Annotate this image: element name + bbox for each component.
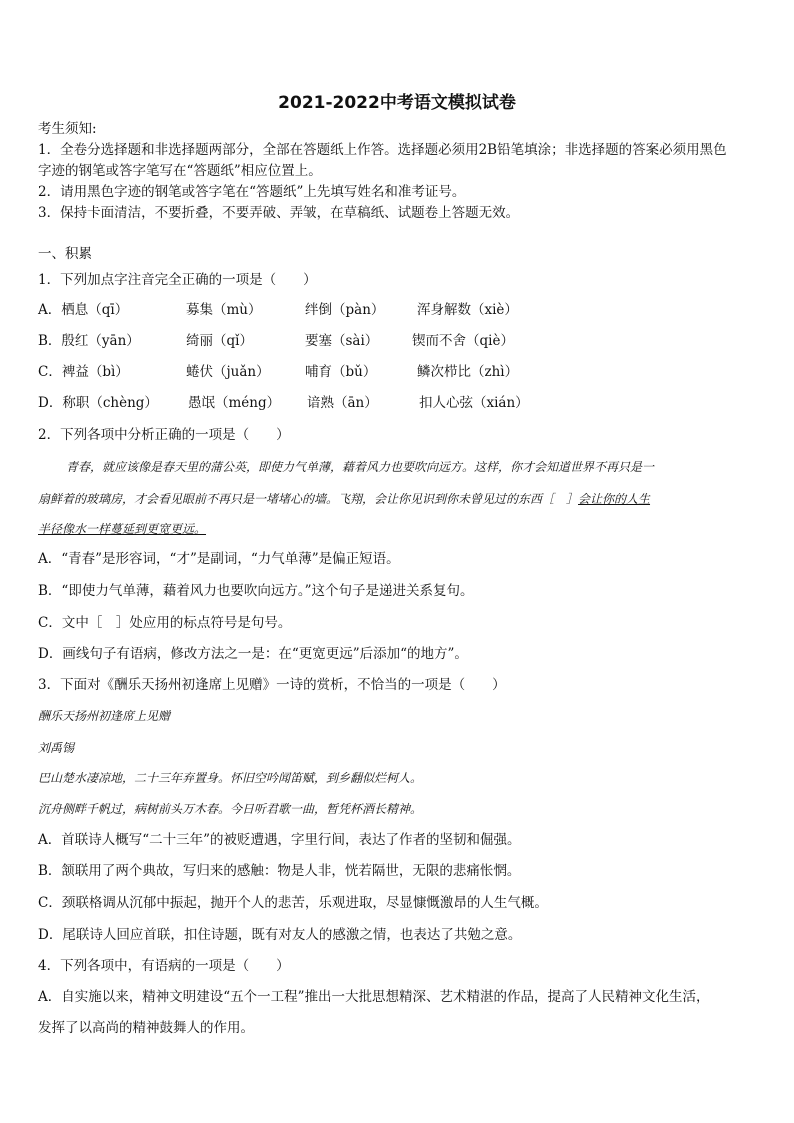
q1-option-a-word: 浑身解数（xiè） bbox=[417, 302, 518, 318]
q4-option-a-cont: 发挥了以高尚的精神鼓舞人的作用。 bbox=[38, 1020, 254, 1036]
q4-option-a: A．自实施以来，精神文明建设“五个一工程”推出一大批思想精深、艺术精湛的作品，提高了人民精神文化生活， bbox=[38, 989, 710, 1005]
section-heading: 一、积累 bbox=[38, 246, 92, 262]
q3-option-a: A．首联诗人概写“二十三年”的被贬遭遇，字里行间，表达了作者的坚韧和倔强。 bbox=[38, 832, 521, 848]
poem-line: 沉舟侧畔千帆过，病树前头万木春。今日听君歌一曲，暂凭杯酒长精神。 bbox=[38, 802, 423, 816]
q3-option-d: D．尾联诗人回应首联，扣住诗题，既有对友人的感激之情，也表达了共勉之意。 bbox=[38, 927, 522, 943]
notice-item: 3．保持卡面清洁，不要折叠，不要弄破、弄皱，在草稿纸、试题卷上答题无效。 bbox=[38, 205, 520, 221]
q1-option-b-word: 锲而不舍（qiè） bbox=[412, 333, 514, 349]
q1-option-b-word: 要塞（sài） bbox=[305, 333, 379, 349]
notice-item: 1．全卷分选择题和非选择题两部分，全部在答题纸上作答。选择题必须用2B铅笔填涂；非选择题的答案必须用黑色 bbox=[38, 142, 727, 158]
q2-option-c: C．文中［ ］处应用的标点符号是句号。 bbox=[38, 615, 292, 631]
q1-option-c-word: 蜷伏（juǎn） bbox=[186, 364, 270, 380]
question-3-stem: 3．下面对《酬乐天扬州初逢席上见赠》一诗的赏析，不恰当的一项是（ ） bbox=[38, 677, 506, 693]
question-4-stem: 4．下列各项中，有语病的一项是（ ） bbox=[38, 958, 290, 974]
q2-option-d: D．画线句子有语病，修改方法之一是：在“更宽更远”后添加“的地方”。 bbox=[38, 646, 468, 662]
q1-option-d-word: 谙熟（ān） bbox=[307, 395, 378, 411]
q1-option-a-word: 募集（mù） bbox=[186, 302, 262, 318]
notice-item: 字迹的钢笔或答字笔写在“答题纸”相应位置上。 bbox=[38, 163, 322, 179]
q1-option-a-word: 绊倒（pàn） bbox=[305, 302, 385, 318]
q1-option-d: D．称职（chèng） bbox=[38, 395, 158, 411]
question-2-stem: 2．下列各项中分析正确的一项是（ ） bbox=[38, 427, 290, 443]
q1-option-b: B．殷红（yān） bbox=[38, 333, 140, 349]
q2-option-a: A．“青春”是形容词，“才”是副词，“力气单薄”是偏正短语。 bbox=[38, 551, 400, 567]
q2-passage-line bbox=[38, 490, 650, 508]
q3-option-b: B．颔联用了两个典故，写归来的感触：物是人非，恍若隔世，无限的悲痛怅惘。 bbox=[38, 863, 521, 879]
q1-option-c: C．裨益（bì） bbox=[38, 364, 129, 380]
q2-underlined-sentence: 半径像水一样蔓延到更宽更远。 bbox=[38, 522, 207, 536]
poem-author: 刘禹锡 bbox=[38, 741, 75, 755]
q1-option-b-word: 绮丽（qǐ） bbox=[186, 333, 253, 349]
q3-option-c: C．颈联格调从沉郁中振起，抛开个人的悲苦，乐观进取，尽显慷慨激昂的人生气概。 bbox=[38, 895, 548, 911]
poem-line: 巴山楚水凄凉地，二十三年弃置身。怀旧空吟闻笛赋，到乡翻似烂柯人。 bbox=[38, 771, 423, 785]
q1-option-d-word: 愚氓（méng） bbox=[188, 395, 281, 411]
q2-passage-text: 扇鲜着的玻璃房，才会看见眼前不再只是一堵堵心的墙。飞翔，会让你见识到你未曾见过的东西［ ］ bbox=[38, 492, 579, 506]
notice-heading: 考生须知: bbox=[38, 121, 97, 137]
poem-title: 酬乐天扬州初逢席上见赠 bbox=[38, 709, 171, 723]
q2-option-b: B．“即使力气单薄，藉着风力也要吹向远方。”这个句子是递进关系复句。 bbox=[38, 583, 474, 599]
q1-option-a: A．栖息（qī） bbox=[38, 302, 129, 318]
q1-option-d-word: 扣人心弦（xián） bbox=[419, 395, 529, 411]
q2-underlined-sentence: 会让你的人生 bbox=[578, 492, 651, 506]
q2-passage-line: 青春，就应该像是春天里的蒲公英，即使力气单薄，藉着风力也要吹向远方。这样，你才会知道世界不再只是一 bbox=[66, 460, 655, 474]
q1-option-c-word: 哺育（bǔ） bbox=[305, 364, 377, 380]
exam-title: 2021-2022中考语文模拟试卷 bbox=[278, 93, 516, 113]
notice-item: 2．请用黑色字迹的钢笔或答字笔在“答题纸”上先填写姓名和准考证号。 bbox=[38, 184, 466, 200]
q1-option-c-word: 鳞次栉比（zhì） bbox=[417, 364, 519, 380]
question-1-stem: 1．下列加点字注音完全正确的一项是（ ） bbox=[38, 272, 317, 288]
